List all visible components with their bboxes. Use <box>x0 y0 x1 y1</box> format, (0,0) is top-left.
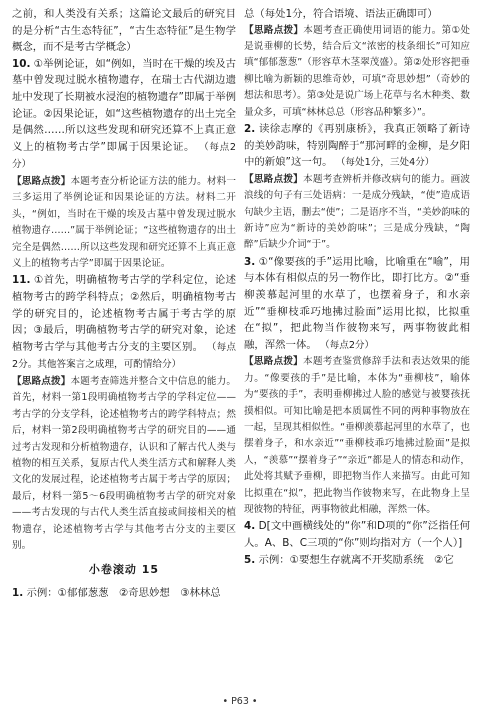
question-number: 4. <box>244 520 256 533</box>
score-note: （每点2分） <box>320 339 375 351</box>
tip-label: 【思路点拨】 <box>12 375 71 387</box>
analysis-tip <box>244 23 470 121</box>
question-answer: D[文中画横线处的“你”和D项的“你”泛指任何人。A、B、C三项的“你”则均指对方（一个人）] <box>244 520 470 550</box>
question-5 <box>244 552 470 569</box>
question-answer: ①首先，明确植物考古学的学科定位，论述植物考古的跨学科特点；②然后，明确植物考古学的研究目的，论述植物考古属于考古学的原因；③最后，明确植物考古学的研究对象，论述植物考古学与其他考古分支的主要区别。 <box>12 274 236 353</box>
right-column <box>244 6 470 568</box>
question-answer: 示例：①要想生存就离不开奖励系统 ②它 <box>258 553 454 566</box>
question-number: 5. <box>244 553 256 566</box>
question-number: 11. <box>12 274 31 287</box>
question-answer: 示例：①郁郁葱葱 ②奇思妙想 ③林林总 <box>26 587 221 599</box>
question-number: 1. <box>12 587 24 599</box>
question-1 <box>12 585 236 602</box>
question-2 <box>244 121 470 172</box>
question-answer: ①“像要孩的手”运用比喻，比喻重在“喻”，用与本体有相似点的另一物作比，即打比方。②“垂柳羡慕起河里的水草了，也摆着身子，和水亲近”“垂柳枝乖巧地拂过脸面”运用比拟，比拟重在“拟”，把此物当作彼物来写，两事物彼此相融，浑然一体。 <box>244 255 470 351</box>
question-number: 10. <box>12 57 31 70</box>
question-11 <box>12 272 236 374</box>
question-number: 3. <box>244 255 256 268</box>
tip-text: 本题考查分析论证方法的能力。材料一三多运用了举例论证和因果论证的方法。材料二开头，“例如，当时在干燥的埃及古墓中曾发现过脱水植物遗存……”属于举例论证；“这些植物遗存的出土完全是偶然……所以这些发现和研究还算不上真正意义上的植物考古学”即属于因果论证。 <box>12 175 237 269</box>
question-10 <box>12 56 236 174</box>
score-note: （每处1分，三处4分） <box>335 157 435 169</box>
question-number: 2. <box>244 123 256 136</box>
tip-label: 【思路点拨】 <box>244 24 304 36</box>
analysis-tip <box>244 172 470 254</box>
analysis-tip <box>244 354 470 518</box>
intro-paragraph: 之前，和人类没有关系；这篇论文最后的研究目的是分析“古生态特征”，“古生态特征”是生物学概念，而不是考古学概念） <box>12 8 236 54</box>
tip-text: 本题考查辨析并修改病句的能力。画波浪线的句子有三处语病：一是成分残缺，“使”造成语句缺少主语，删去“使”；二是语序不当，“美妙韵味的新诗”应为“新诗的美妙韵味”；三是成分残缺，“陶醉”后缺少介词“于”。 <box>244 173 471 251</box>
analysis-tip <box>12 374 236 554</box>
analysis-tip <box>12 174 236 272</box>
question-3 <box>244 254 470 355</box>
question-answer: 读徐志摩的《再别康桥》，我真正领略了新诗的美妙韵味，特别陶醉于“那河畔的金柳，是夕阳中的新娘”这一句。 <box>244 123 470 169</box>
section-title: 小卷滚动 15 <box>88 563 160 577</box>
continued-answer: 总（每处1分，符合语境、语法正确即可） <box>244 8 438 20</box>
left-column <box>12 6 236 602</box>
score-note: （每点2分。其他答案言之成理，可酌情给分） <box>12 341 237 371</box>
tip-label: 【思路点拨】 <box>244 173 304 185</box>
question-answer: ①举例论证，如“例如，当时在干燥的埃及古墓中曾发现过脱水植物遗存，在瑞士古代湖边遗址中发现了长期被水浸泡的植物遗存”即属于举例论证。②因果论证，如“这些植物遗存的出土完全是偶然……所以这些发现和研究还算不上真正意义上的植物考古学”即属于因果论证。 <box>12 57 236 153</box>
tip-text: 本题考查鉴赏修辞手法和表达效果的能力。“像要孩的手”是比喻，本体为“垂柳枝”，喻体为“要孩的手”，表明垂柳拂过人脸的感觉与被婴孩抚摸相似。可知比喻是把本质属性不同的两种事物放在一起，呈现其相似性。“垂柳羡慕起河里的水草了，也摆着身子，和水亲近”“垂柳枝乖巧地拂过脸面”是拟人，“羡慕”“摆着身子”“亲近”都是人的情态和动作，此处将其赋予垂柳，即把物当作人来描写。由此可知比拟重在“拟”，把此物当作彼物来写，在此物身上呈现彼物的特征，两事物彼此相融，浑然一体。 <box>244 356 471 516</box>
page-number: • P63 • <box>222 696 258 707</box>
tip-label: 【思路点拨】 <box>12 175 71 187</box>
tip-label: 【思路点拨】 <box>244 356 304 368</box>
tip-text: 本题考查筛选并整合文中信息的能力。首先，材料一第1段明确植物考古学的学科定位——考古学的分支学科，论述植物考古的跨学科特点；然后，材料一第2段明确植物考古学的研究目的——通过考古发现和分析植物遗存，认识和了解古代人类与植物的相互关系，复原古代人类生活方式和解释人类文化的发展过程，论述植物考古属于考古学的原因；最后，材料一第5～6段明确植物考古学的研究对象——考古发现的与古代人类生活直接或间接相关的植物遗存，论述植物考古学与其他考古分支的主要区别。 <box>12 375 237 551</box>
tip-text: 本题考查正确使用词语的能力。第①处是说垂柳的长势，结合后文“浓密的枝条细长”可知应填“郁郁葱葱”（形容草木茎翠茂盛）。第②处形容把垂柳比喻为新颖的思维奇妙，可填“奇思妙想”（奇妙的想法和思考）。第③处是说广场上花草与名木种类、数量众多，可填“林林总总（形容品种繁多）”。 <box>244 24 470 118</box>
score-note: （每点2分） <box>12 141 236 171</box>
question-4 <box>244 518 470 551</box>
